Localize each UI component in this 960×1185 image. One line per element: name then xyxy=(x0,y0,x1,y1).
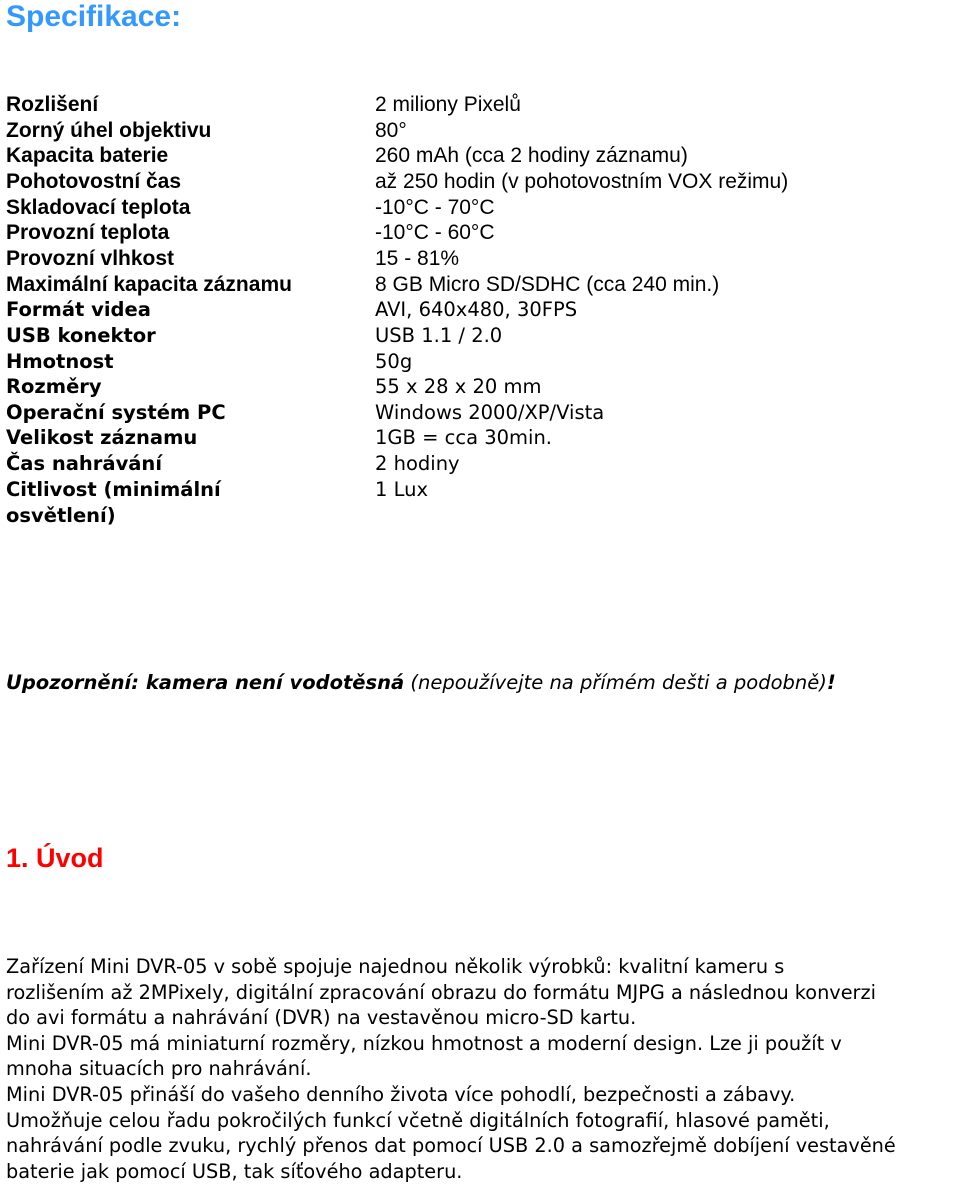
paragraph-line: Mini DVR-05 přináší do vašeho denního života více pohodlí, bezpečnosti a zábavy. xyxy=(6,1083,796,1106)
spec-label-line1: Citlivost (minimální xyxy=(6,478,221,501)
paragraph-line: Umožňuje celou řadu pokročilých funkcí včetně digitálních fotografií, hlasové paměti, xyxy=(6,1109,830,1132)
spec-value: 80° xyxy=(375,119,407,142)
spec-value: 15 - 81% xyxy=(375,247,460,270)
spec-value: 50g xyxy=(375,350,413,373)
spec-label: Velikost záznamu xyxy=(6,426,198,449)
warning-exclamation: ! xyxy=(826,671,836,694)
spec-value: 1 Lux xyxy=(375,478,429,501)
spec-value: -10°C - 60°C xyxy=(375,221,495,244)
spec-value: až 250 hodin (v pohotovostním VOX režimu) xyxy=(375,170,789,193)
spec-value: 55 x 28 x 20 mm xyxy=(375,375,542,398)
spec-label: Čas nahrávání xyxy=(6,452,162,475)
warning-bold: Upozornění: kamera není vodotěsná xyxy=(6,671,405,694)
paragraph-line: Mini DVR-05 má miniaturní rozměry, nízkou hmotnost a moderní design. Lze ji použít v xyxy=(6,1032,842,1055)
spec-label: Rozlišení xyxy=(6,93,99,116)
paragraph-line: baterie jak pomocí USB, tak síťového adapteru. xyxy=(6,1160,463,1183)
paragraph-line: nahrávání podle zvuku, rychlý přenos dat pomocí USB 2.0 a samozřejmě dobíjení vestavěné xyxy=(6,1134,896,1157)
spec-value: 1GB = cca 30min. xyxy=(375,426,553,449)
spec-label: Maximální kapacita záznamu xyxy=(6,273,292,296)
spec-value: AVI, 640x480, 30FPS xyxy=(375,298,578,321)
spec-label: Rozměry xyxy=(6,375,102,398)
spec-label: Provozní teplota xyxy=(6,221,170,244)
spec-value: USB 1.1 / 2.0 xyxy=(375,324,503,347)
page-title: Specifikace: xyxy=(6,0,182,33)
section-heading: 1. Úvod xyxy=(6,843,104,873)
spec-label-line2: osvětlení) xyxy=(6,504,116,527)
spec-value: -10°C - 70°C xyxy=(375,196,495,219)
spec-label: Pohotovostní čas xyxy=(6,170,182,193)
spec-value: 2 miliony Pixelů xyxy=(375,93,521,116)
warning-text: (nepoužívejte na přímém dešti a podobně) xyxy=(404,671,827,694)
spec-label: USB konektor xyxy=(6,324,156,347)
spec-label: Formát videa xyxy=(6,298,151,321)
spec-label: Hmotnost xyxy=(6,350,114,373)
spec-value: 260 mAh (cca 2 hodiny záznamu) xyxy=(375,144,688,167)
warning-note xyxy=(6,671,836,694)
spec-label: Zorný úhel objektivu xyxy=(6,119,212,142)
spec-label: Skladovací teplota xyxy=(6,196,191,219)
paragraph-line: do avi formátu a nahrávání (DVR) na vestavěnou micro-SD kartu. xyxy=(6,1006,637,1029)
spec-value: 2 hodiny xyxy=(375,452,460,475)
paragraph-line: Zařízení Mini DVR-05 v sobě spojuje najednou několik výrobků: kvalitní kameru s xyxy=(6,955,785,978)
paragraph-line: mnoha situacích pro nahrávání. xyxy=(6,1057,312,1080)
spec-label: Provozní vlhkost xyxy=(6,247,175,270)
spec-value: Windows 2000/XP/Vista xyxy=(375,401,605,424)
paragraph-line: rozlišením až 2MPixely, digitální zpracování obrazu do formátu MJPG a následnou konverzi xyxy=(6,981,876,1004)
spec-label: Kapacita baterie xyxy=(6,144,169,167)
spec-value: 8 GB Micro SD/SDHC (cca 240 min.) xyxy=(375,273,720,296)
spec-label: Operační systém PC xyxy=(6,401,226,424)
